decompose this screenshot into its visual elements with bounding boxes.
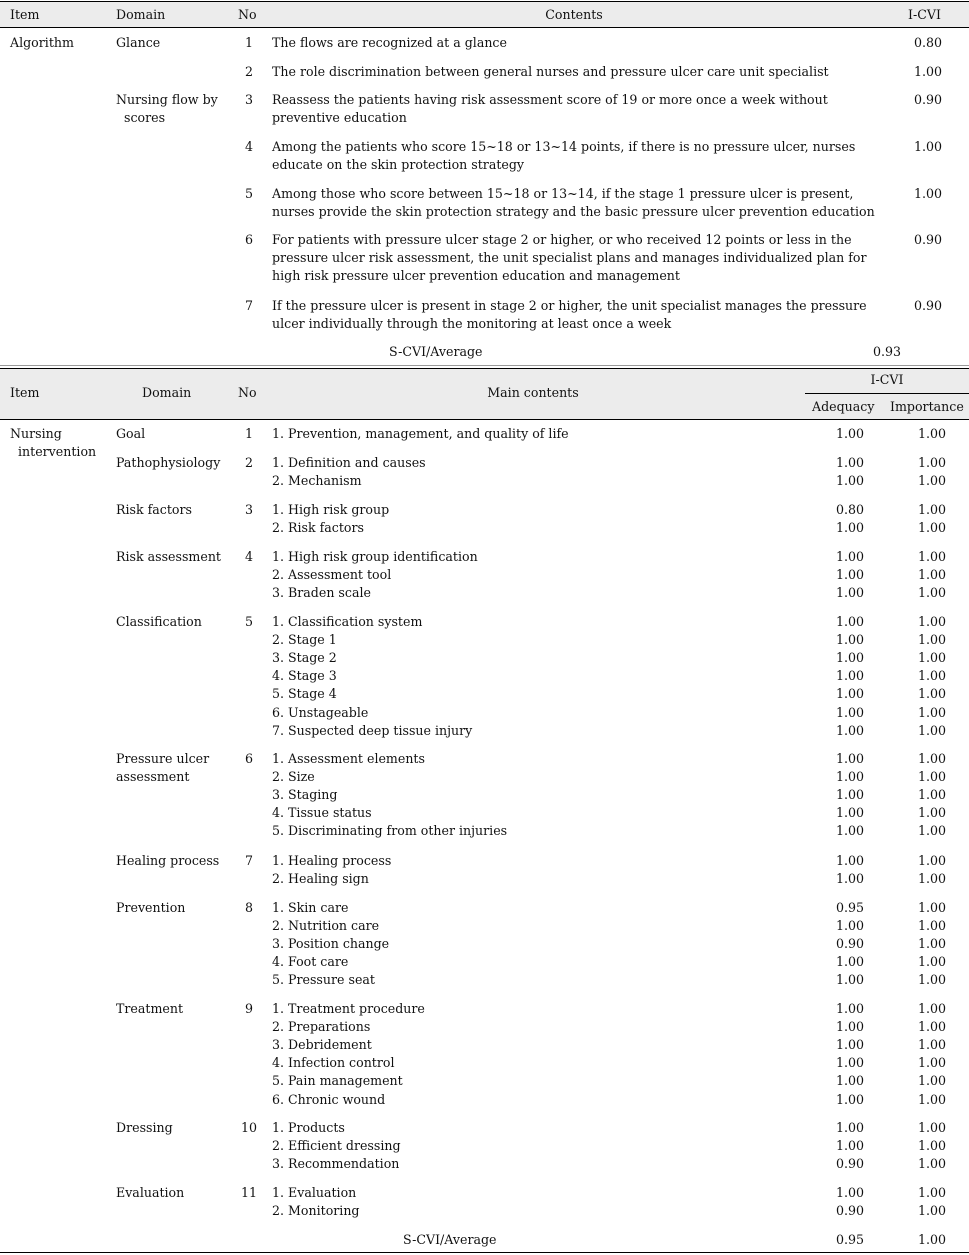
- table2-item-text: 6. Chronic wound: [272, 1092, 386, 1107]
- table2-item-importance: 1.00: [918, 723, 947, 738]
- table2-item-importance: 1.00: [918, 686, 947, 701]
- table2-item-importance: 1.00: [918, 549, 947, 564]
- table2-item-importance: 1.00: [918, 567, 947, 582]
- table2-item-importance: 1.00: [918, 614, 947, 629]
- table2-group-no: 5: [245, 614, 254, 629]
- table2-header-icvi: I-CVI: [870, 372, 904, 387]
- table2-item-importance: 1.00: [918, 1037, 947, 1052]
- table1-header-domain: Domain: [116, 7, 166, 22]
- table2-item-adequacy: 1.00: [836, 871, 865, 886]
- table2-item-adequacy: 1.00: [836, 668, 865, 683]
- table2-group-no: 2: [245, 455, 254, 470]
- table2-item-adequacy: 1.00: [836, 473, 865, 488]
- table2-item-adequacy: 0.90: [836, 936, 865, 951]
- table2-header-importance: Importance: [890, 399, 964, 414]
- table2-group-no: 1: [245, 426, 254, 441]
- table2-item-text: 2. Stage 1: [272, 632, 337, 647]
- table2-item-text: 5. Stage 4: [272, 686, 337, 701]
- table2-item-text: 2. Mechanism: [272, 473, 362, 488]
- table2-group-no: 11: [241, 1185, 258, 1200]
- table1-row-domain: Glance: [116, 35, 161, 50]
- table1-row-no: 5: [245, 186, 254, 201]
- table1-top-rule: [0, 1, 969, 2]
- table2-item-adequacy: 1.00: [836, 805, 865, 820]
- table2-group-domain: Pressure ulcer assessment: [116, 751, 210, 784]
- table2-item-text: 2. Healing sign: [272, 871, 369, 886]
- table1-header-item: Item: [10, 7, 40, 22]
- table2-item-importance: 1.00: [918, 900, 947, 915]
- table1-row-domain: Nursing flow by scores: [116, 92, 218, 125]
- table2-top-rule: [0, 368, 969, 369]
- table2-item-importance: 1.00: [918, 1001, 947, 1016]
- table2-summary-label: S-CVI/Average: [403, 1232, 497, 1247]
- table2-item-adequacy: 1.00: [836, 723, 865, 738]
- table2-item-text: 4. Infection control: [272, 1055, 395, 1070]
- table2-summary-importance: 1.00: [918, 1232, 947, 1247]
- table1-row-icvi: 1.00: [914, 64, 943, 79]
- table2-item-text: 3. Staging: [272, 787, 338, 802]
- table2-item-adequacy: 1.00: [836, 954, 865, 969]
- table2-group-no: 10: [241, 1120, 258, 1135]
- table2-item-importance: 1.00: [918, 936, 947, 951]
- table2-item-adequacy: 1.00: [836, 1073, 865, 1088]
- table2-item-adequacy: 1.00: [836, 787, 865, 802]
- table2-item-text: 2. Preparations: [272, 1019, 371, 1034]
- table2-item-adequacy: 1.00: [836, 972, 865, 987]
- table2-item-adequacy: 1.00: [836, 1019, 865, 1034]
- table2-item-importance: 1.00: [918, 787, 947, 802]
- table2-item-adequacy: 1.00: [836, 823, 865, 838]
- table2-item-text: 1. Assessment elements: [272, 751, 425, 766]
- table1-row-icvi: 0.90: [914, 92, 943, 107]
- table2-item-importance: 1.00: [918, 650, 947, 665]
- table2-item-importance: 1.00: [918, 1138, 947, 1153]
- table2-item-text: 1. High risk group: [272, 502, 390, 517]
- table2-group-domain: Prevention: [116, 900, 186, 915]
- table2-group-domain: Dressing: [116, 1120, 173, 1135]
- table2-item-adequacy: 1.00: [836, 686, 865, 701]
- table1-row-icvi: 0.90: [914, 232, 943, 247]
- table2-item-importance: 1.00: [918, 426, 947, 441]
- table2-item-importance: 1.00: [918, 585, 947, 600]
- table2-item-importance: 1.00: [918, 972, 947, 987]
- table2-item-text: 3. Debridement: [272, 1037, 372, 1052]
- table1-row-content: Among the patients who score 15~18 or 13~14 points, if there is no pressure ulcer, nurses educate on the skin protection strategy: [272, 139, 856, 172]
- table2-item-text: 3. Braden scale: [272, 585, 371, 600]
- table2-item-importance: 1.00: [918, 473, 947, 488]
- table2-item-importance: 1.00: [918, 823, 947, 838]
- table2-item-adequacy: 1.00: [836, 1037, 865, 1052]
- table2-item-text: 5. Pressure seat: [272, 972, 375, 987]
- table2-group-no: 9: [245, 1001, 254, 1016]
- table2-bottom-rule: [0, 1252, 969, 1253]
- table1-row-no: 3: [245, 92, 254, 107]
- table2-item-importance: 1.00: [918, 1156, 947, 1171]
- table2-item-importance: 1.00: [918, 871, 947, 886]
- table1-row-content: If the pressure ulcer is present in stage 2 or higher, the unit specialist manages the pressure ulcer individually through the monitoring at least once a week: [272, 298, 867, 331]
- table2-group-domain: Pathophysiology: [116, 455, 221, 470]
- table2-item-adequacy: 1.00: [836, 650, 865, 665]
- table2-item-importance: 1.00: [918, 705, 947, 720]
- table2-group-no: 3: [245, 502, 254, 517]
- table1-row-content: Reassess the patients having risk assessment score of 19 or more once a week without preventive education: [272, 92, 828, 125]
- table2-item-importance: 1.00: [918, 1120, 947, 1135]
- table2-item-importance: 1.00: [918, 805, 947, 820]
- table2-item-adequacy: 0.90: [836, 1156, 865, 1171]
- table2-item-adequacy: 1.00: [836, 614, 865, 629]
- table2-item-importance: 1.00: [918, 502, 947, 517]
- table2-item-text: 4. Stage 3: [272, 668, 337, 683]
- table2-header-no: No: [238, 385, 257, 400]
- table2-item-text: 3. Position change: [272, 936, 390, 951]
- table1-bottom-rule: [0, 365, 969, 366]
- table2-item-text: 5. Discriminating from other injuries: [272, 823, 508, 838]
- table2-item-importance: 1.00: [918, 1185, 947, 1200]
- table2-item-text: 1. Treatment procedure: [272, 1001, 425, 1016]
- table1-header-rule: [0, 27, 969, 28]
- table2-item-text: 5. Pain management: [272, 1073, 403, 1088]
- table1-header-no: No: [238, 7, 257, 22]
- table2-group-no: 8: [245, 900, 254, 915]
- table2-item-adequacy: 1.00: [836, 426, 865, 441]
- table2-item-adequacy: 1.00: [836, 567, 865, 582]
- table2-group-no: 4: [245, 549, 254, 564]
- table2-item-importance: 1.00: [918, 918, 947, 933]
- table2-group-domain: Risk factors: [116, 502, 192, 517]
- table2-item-text: 4. Foot care: [272, 954, 349, 969]
- table2-item-text: 1. Definition and causes: [272, 455, 426, 470]
- table2-item-text: 1. Healing process: [272, 853, 392, 868]
- table2-item-importance: 1.00: [918, 1092, 947, 1107]
- table2-group-domain: Evaluation: [116, 1185, 185, 1200]
- table1-summary-label: S-CVI/Average: [389, 344, 483, 359]
- table2-item-adequacy: 1.00: [836, 751, 865, 766]
- table1-row-content: The role discrimination between general nurses and pressure ulcer care unit specialist: [272, 64, 829, 79]
- table2-item-adequacy: 0.90: [836, 1203, 865, 1218]
- table1-row-content: For patients with pressure ulcer stage 2 or higher, or who received 12 points or less in the pressure ulcer risk assessment, the unit specialist plans and manages individualized plan for high risk pressure ulcer prevention education and management: [272, 232, 867, 283]
- table2-summary-adequacy: 0.95: [836, 1232, 865, 1247]
- table2-group-domain: Risk assessment: [116, 549, 221, 564]
- table1-header-contents: Contents: [545, 7, 603, 22]
- table1-row-icvi: 1.00: [914, 186, 943, 201]
- table1-row-no: 6: [245, 232, 254, 247]
- table2-item-text: 2. Assessment tool: [272, 567, 392, 582]
- table2-group-domain: Treatment: [116, 1001, 184, 1016]
- table2-item-adequacy: 1.00: [836, 1138, 865, 1153]
- table2-item-adequacy: 1.00: [836, 455, 865, 470]
- table2-item-text: 2. Efficient dressing: [272, 1138, 401, 1153]
- table2-item-text: 2. Risk factors: [272, 520, 364, 535]
- table1-row-icvi: 0.90: [914, 298, 943, 313]
- table2-item-importance: 1.00: [918, 455, 947, 470]
- table2-item-adequacy: 0.95: [836, 900, 865, 915]
- table2-item-adequacy: 0.80: [836, 502, 865, 517]
- table2-item-text: 4. Tissue status: [272, 805, 372, 820]
- table2-item-importance: 1.00: [918, 769, 947, 784]
- table2-item-importance: 1.00: [918, 853, 947, 868]
- table2-header-rule: [0, 419, 969, 420]
- table2-header-item: Item: [10, 385, 40, 400]
- table2-item-importance: 1.00: [918, 668, 947, 683]
- table2-header-adequacy: Adequacy: [812, 399, 875, 414]
- table2-item-adequacy: 1.00: [836, 1055, 865, 1070]
- table2-group-domain: Classification: [116, 614, 202, 629]
- table2-item-adequacy: 1.00: [836, 1001, 865, 1016]
- table2-item-adequacy: 1.00: [836, 769, 865, 784]
- table2-item-importance: 1.00: [918, 954, 947, 969]
- table1-item-label: Algorithm: [10, 35, 74, 50]
- table2-item-text: 3. Recommendation: [272, 1156, 400, 1171]
- table2-item-adequacy: 1.00: [836, 1185, 865, 1200]
- table1-row-icvi: 0.80: [914, 35, 943, 50]
- table2-header-main-contents: Main contents: [487, 385, 579, 400]
- table2-item-importance: 1.00: [918, 1019, 947, 1034]
- table2-item-label: Nursing intervention: [10, 426, 97, 459]
- table2-item-text: 1. Skin care: [272, 900, 349, 915]
- table1-row-icvi: 1.00: [914, 139, 943, 154]
- table2-group-domain: Healing process: [116, 853, 220, 868]
- table2-item-text: 1. Evaluation: [272, 1185, 357, 1200]
- table2-item-text: 2. Nutrition care: [272, 918, 380, 933]
- table2-group-no: 7: [245, 853, 254, 868]
- table1-row-no: 7: [245, 298, 254, 313]
- table2-item-importance: 1.00: [918, 1203, 947, 1218]
- table2-item-text: 7. Suspected deep tissue injury: [272, 723, 473, 738]
- table2-item-adequacy: 1.00: [836, 853, 865, 868]
- table1-header-icvi: I-CVI: [908, 7, 941, 22]
- table2-item-importance: 1.00: [918, 1055, 947, 1070]
- table1-row-content: Among those who score between 15~18 or 13~14, if the stage 1 pressure ulcer is present, nurses provide the skin protection strategy and the basic pressure ulcer prevention education: [272, 186, 875, 219]
- table2-header-domain: Domain: [142, 385, 192, 400]
- table2-item-text: 1. Classification system: [272, 614, 423, 629]
- table2-item-importance: 1.00: [918, 632, 947, 647]
- table2-item-text: 1. High risk group identification: [272, 549, 478, 564]
- table2-item-adequacy: 1.00: [836, 918, 865, 933]
- table1-row-no: 4: [245, 139, 254, 154]
- table2-item-text: 2. Monitoring: [272, 1203, 360, 1218]
- table2-icvi-subrule: [805, 393, 969, 394]
- table2-item-importance: 1.00: [918, 751, 947, 766]
- table1-row-no: 1: [245, 35, 254, 50]
- table2-item-adequacy: 1.00: [836, 632, 865, 647]
- table2-item-text: 1. Products: [272, 1120, 345, 1135]
- table2-item-importance: 1.00: [918, 1073, 947, 1088]
- table2-item-adequacy: 1.00: [836, 520, 865, 535]
- table2-group-domain: Goal: [116, 426, 146, 441]
- table2-item-adequacy: 1.00: [836, 585, 865, 600]
- table2-item-adequacy: 1.00: [836, 1092, 865, 1107]
- table2-item-text: 1. Prevention, management, and quality of life: [272, 426, 569, 441]
- table1-row-content: The flows are recognized at a glance: [272, 35, 507, 50]
- table1-row-no: 2: [245, 64, 254, 79]
- table2-item-adequacy: 1.00: [836, 705, 865, 720]
- table2-item-text: 2. Size: [272, 769, 315, 784]
- table2-item-importance: 1.00: [918, 520, 947, 535]
- table2-item-text: 3. Stage 2: [272, 650, 337, 665]
- table1-summary-value: 0.93: [873, 344, 902, 359]
- table2-item-adequacy: 1.00: [836, 1120, 865, 1135]
- table2-group-no: 6: [245, 751, 254, 766]
- table2-item-adequacy: 1.00: [836, 549, 865, 564]
- table2-item-text: 6. Unstageable: [272, 705, 369, 720]
